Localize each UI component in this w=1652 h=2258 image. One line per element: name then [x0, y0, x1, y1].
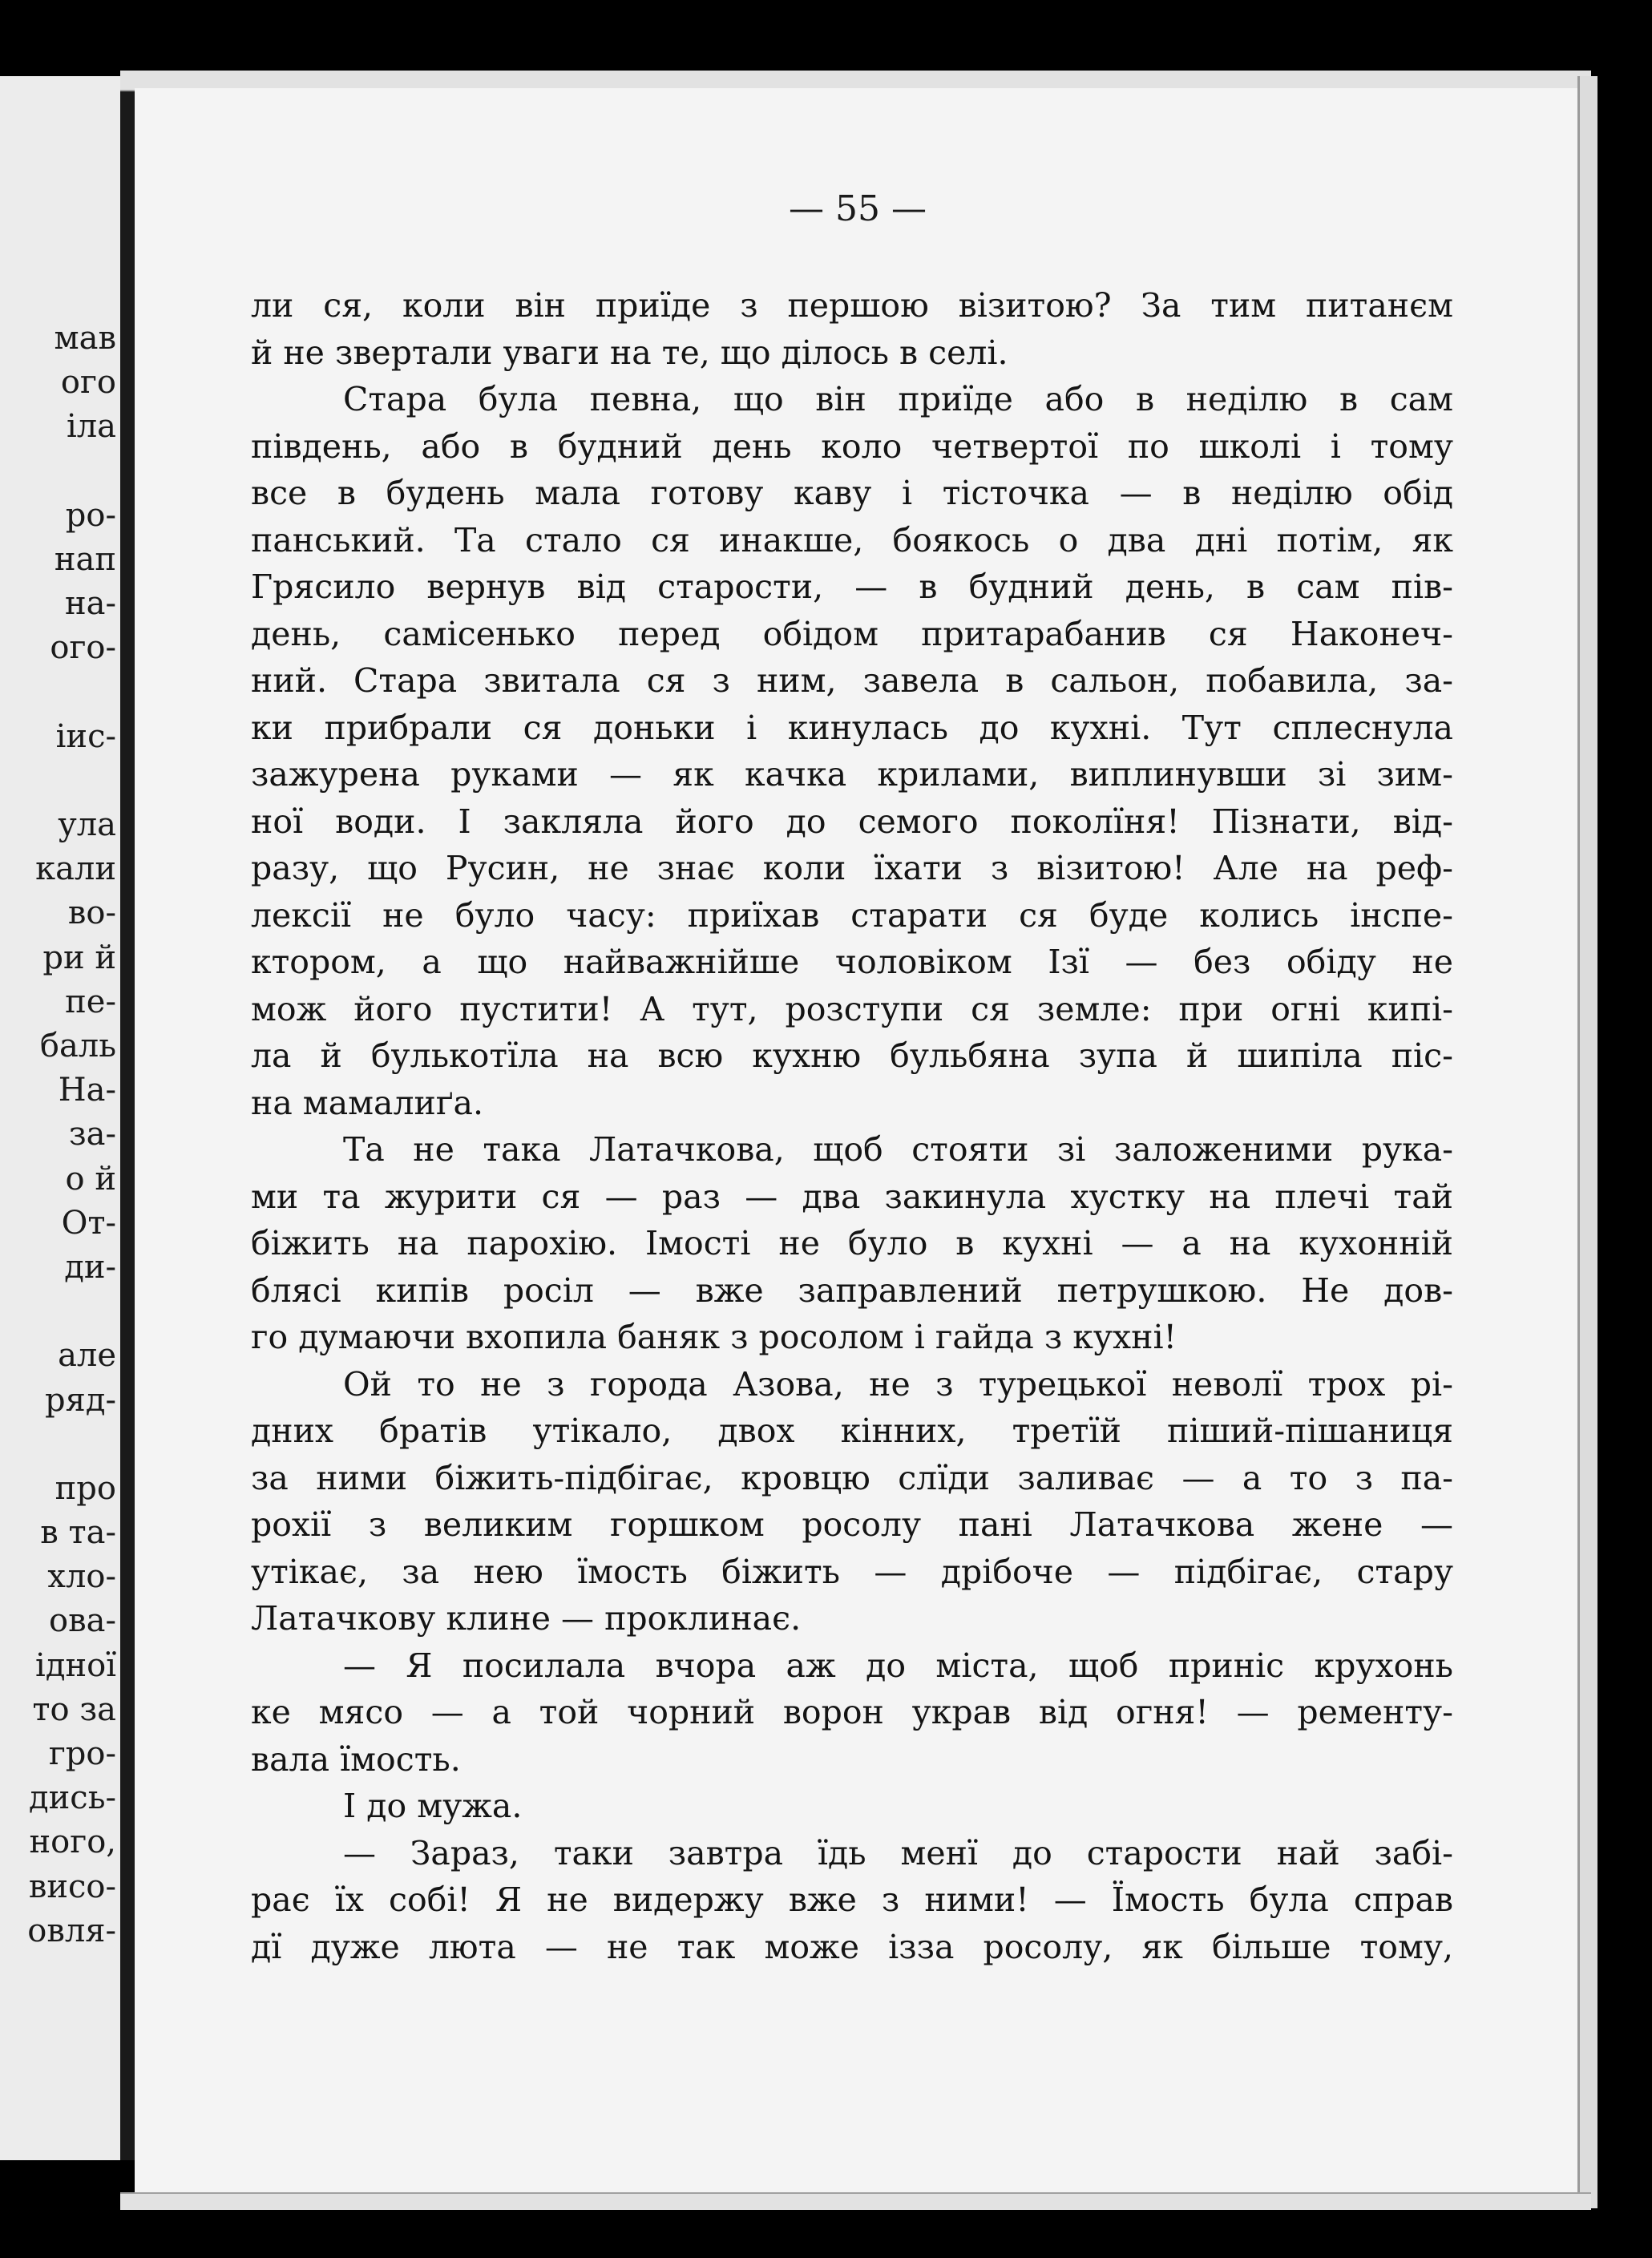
text-line: дних братів утікало, двох кінних, третїй піший-пішаниця	[251, 1412, 1453, 1450]
left-page-fragment: ого	[60, 364, 116, 402]
text-line: — Я посилала вчора аж до міста, щоб приніс крухонь	[343, 1646, 1453, 1685]
book-gutter	[120, 76, 135, 2160]
text-line: утікає, за нею їмость біжить — дрібоче — підбігає, стару	[251, 1552, 1453, 1591]
text-line: разу, що Русин, не знає коли їхати з візитою! Але на реф-	[251, 849, 1453, 887]
text-line: за ними біжить-підбігає, кровцю слїди заливає — а то з па-	[251, 1458, 1453, 1497]
text-line: Ой то не з города Азова, не з турецької неволї трох рі-	[343, 1364, 1453, 1404]
text-line: рохії з великим горшком росолу пані Латачкова жене —	[251, 1505, 1453, 1544]
left-page-fragment: овля-	[27, 1912, 116, 1949]
text-line: все в будень мала готову каву і тісточка — в неділю обід	[251, 474, 1453, 512]
page-bottom-edge	[120, 2192, 1591, 2210]
text-line: — Зараз, таки завтра їдь менї до старости най забі-	[343, 1833, 1453, 1872]
left-page-text	[0, 317, 116, 1953]
left-page-fragment: в та-	[40, 1514, 116, 1552]
left-page-fragment: баль	[39, 1028, 116, 1064]
left-page-fragment: ного,	[29, 1824, 116, 1861]
left-page-fragment: то за	[32, 1690, 116, 1728]
left-page-fragment	[0, 1423, 116, 1467]
left-page-fragment	[0, 450, 116, 494]
left-page-fragment: ряд-	[45, 1381, 116, 1419]
text-line: І до мужа.	[343, 1787, 523, 1825]
left-page-fragment: ідної	[35, 1646, 116, 1684]
left-page-fragment: про	[55, 1469, 116, 1507]
text-line: й не звертали уваги на те, що ділось в селі.	[251, 333, 1008, 372]
text-line: рає їх собі! Я не видержу вже з ними! — Їмость була справ	[251, 1880, 1453, 1919]
text-line: ла й булькотїла на всю кухню бульбяна зупа й шипіла піс-	[251, 1036, 1453, 1075]
left-page-fragment: іла	[66, 408, 116, 446]
text-line: ли ся, коли він приїде з першою візитою? За тим питанєм	[251, 286, 1453, 325]
text-line: ної води. І закляла його до семого поколїня! Пізнати, від-	[251, 802, 1453, 841]
text-line: ми та журити ся — раз — два закинула хустку на плечі тай	[251, 1177, 1453, 1216]
text-line: ке мясо — а той чорний ворон украв від огня! — ременту-	[251, 1693, 1453, 1731]
text-line: ний. Стара звитала ся з ним, завела в сальон, побавила, за-	[251, 661, 1453, 700]
text-line: на мамалиґа.	[251, 1083, 484, 1122]
left-page-fragment: ова-	[49, 1602, 116, 1640]
left-page-fragment: От-	[61, 1204, 116, 1242]
text-line: лексії не було часу: приїхав старати ся буде колись інспе-	[251, 895, 1453, 935]
left-page-fragment: але	[58, 1337, 116, 1375]
left-page-fragment: за-	[68, 1116, 116, 1153]
text-line: Грясило вернув від старости, — в будний день, в сам пів-	[251, 568, 1453, 606]
left-page-fragment: нап	[54, 540, 116, 578]
text-line: го думаючи вхопила баняк з росолом і гайда з кухні!	[251, 1318, 1177, 1356]
text-line: ктором, а що найважнійше чоловіком Ізї — без обіду не	[251, 943, 1453, 981]
text-line: блясі кипів росіл — вже заправлений петрушкою. Не дов-	[251, 1270, 1453, 1310]
left-page-fragment	[0, 1290, 116, 1334]
body-text	[251, 282, 1453, 1970]
left-page-fragment: гро-	[48, 1735, 116, 1772]
text-line: мож його пустити! А тут, розступи ся земле: при огні кипі-	[251, 989, 1453, 1028]
left-page-fragment: пе-	[65, 983, 116, 1020]
text-line: зажурена руками — як качка крилами, виплинувши зі зим-	[251, 755, 1453, 794]
text-line: біжить на парохію. Імості не було в кухні — а на кухонній	[251, 1224, 1453, 1262]
text-line: Та не така Латачкова, щоб стояти зі заложеними рука-	[343, 1130, 1453, 1169]
text-line: панський. Та стало ся инакше, боякось о два дні потім, як	[251, 520, 1453, 559]
left-page-fragment: іис-	[55, 717, 116, 755]
left-page-fragment: кали	[35, 850, 116, 888]
page-right-edge	[1577, 76, 1597, 2208]
left-page-fragment: ро-	[65, 496, 116, 534]
left-page-fragment	[0, 759, 116, 803]
left-page-fragment: дись-	[29, 1779, 116, 1817]
text-line: південь, або в будний день коло четвертої по школі і тому	[251, 426, 1453, 466]
left-page-fragment	[0, 671, 116, 715]
left-page-fragment: ри й	[42, 939, 116, 976]
text-line: день, самісенько перед обідом притарабанив ся Наконеч-	[251, 614, 1453, 653]
text-line: вала їмость.	[251, 1739, 461, 1779]
left-page-fragment: на-	[64, 585, 116, 623]
left-page-fragment: На-	[58, 1072, 116, 1109]
left-page-fragment: ого-	[50, 629, 116, 667]
left-page-fragment: мав	[54, 320, 116, 357]
text-line: Стара була певна, що він приїде або в неділю в сам	[343, 380, 1453, 418]
text-line: дї дуже люта — не так може ізза росолу, як більше тому,	[251, 1927, 1453, 1966]
left-page-fragment: ула	[58, 806, 116, 844]
text-line: ки прибрали ся доньки і кинулась до кухні. Тут сплеснула	[251, 708, 1453, 747]
text-line: Латачкову клине — проклинає.	[251, 1599, 802, 1638]
left-page-fragment: во-	[67, 895, 116, 932]
left-page-fragment: ди-	[64, 1248, 116, 1286]
left-page-fragment: о й	[65, 1160, 116, 1198]
page-number: — 55 —	[789, 188, 927, 229]
left-page-fragment: хло-	[47, 1558, 116, 1596]
left-page-fragment: висо-	[28, 1868, 116, 1905]
